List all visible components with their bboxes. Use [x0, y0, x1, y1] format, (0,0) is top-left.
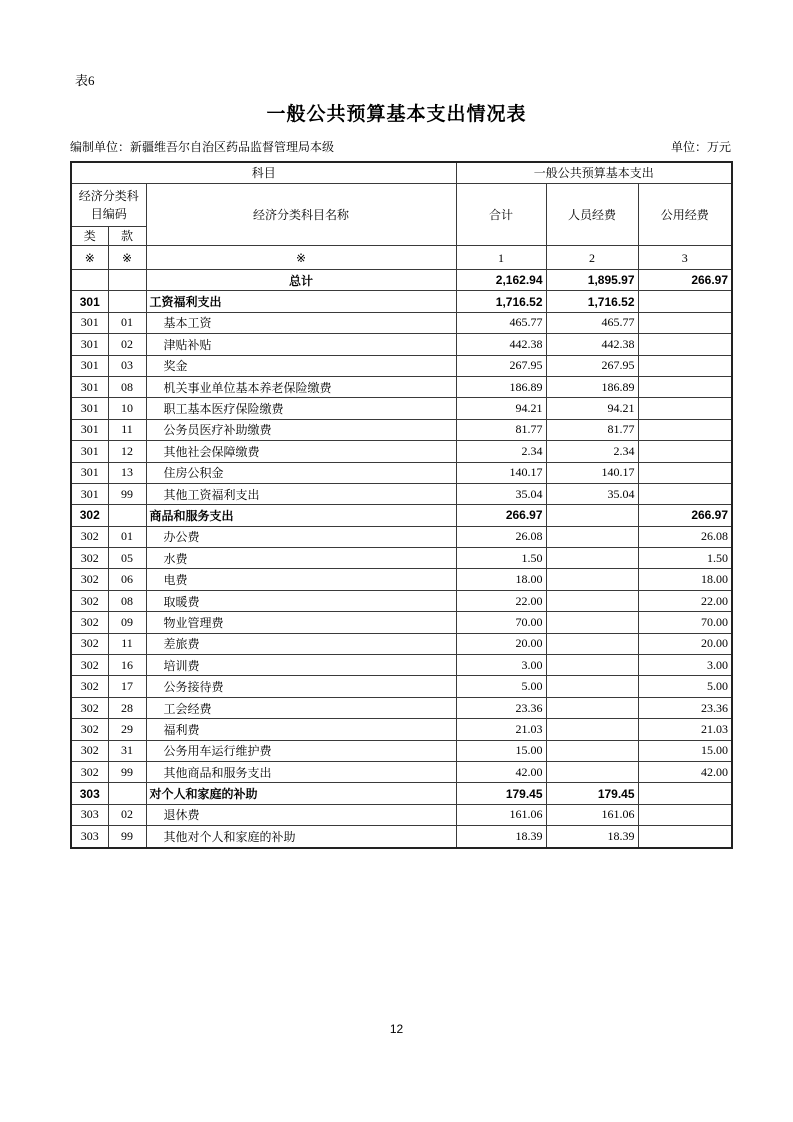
table-row	[71, 334, 732, 355]
cell-public	[638, 804, 732, 825]
page-title: 一般公共预算基本支出情况表	[266, 104, 527, 125]
cell-public	[638, 355, 732, 376]
cell-total: 18.39	[456, 826, 546, 848]
cell-class-code: 301	[71, 483, 108, 504]
cell-section-code	[108, 505, 146, 526]
prepared-by	[70, 138, 334, 155]
cell-section-code: 01	[108, 312, 146, 333]
table-label: 表6	[75, 73, 95, 88]
cell-subject-name: 其他对个人和家庭的补助	[146, 826, 456, 848]
cell-subject-name: 其他工资福利支出	[146, 483, 456, 504]
cell-public: 23.36	[638, 697, 732, 718]
cell-total: 22.00	[456, 590, 546, 611]
cell-personnel	[546, 676, 638, 697]
cell-personnel: 1,895.97	[546, 270, 638, 291]
cell-personnel	[546, 590, 638, 611]
cell-section-code: 99	[108, 483, 146, 504]
cell-total: 35.04	[456, 483, 546, 504]
cell-subject-name: 职工基本医疗保险缴费	[146, 398, 456, 419]
cell-personnel: 161.06	[546, 804, 638, 825]
cell-section-code: 02	[108, 334, 146, 355]
cell-total: 42.00	[456, 761, 546, 782]
table-row	[71, 355, 732, 376]
cell-subject-name: 基本工资	[146, 312, 456, 333]
cell-section-code: 12	[108, 441, 146, 462]
cell-section-code: 99	[108, 826, 146, 848]
cell-personnel: 35.04	[546, 483, 638, 504]
cell-public: 1.50	[638, 548, 732, 569]
cell-public: 70.00	[638, 612, 732, 633]
cell-total: 81.77	[456, 419, 546, 440]
placeholder-mark: ※	[146, 246, 456, 270]
cell-subject-name: 对个人和家庭的补助	[146, 783, 456, 804]
cell-total: 1.50	[456, 548, 546, 569]
table-row	[71, 655, 732, 676]
table-row	[71, 783, 732, 804]
table-row	[71, 569, 732, 590]
cell-subject-name: 机关事业单位基本养老保险缴费	[146, 376, 456, 397]
prepared-by-label: 编制单位：	[70, 140, 131, 154]
cell-class-code: 302	[71, 590, 108, 611]
cell-public: 5.00	[638, 676, 732, 697]
column-number: 1	[456, 246, 546, 270]
cell-personnel: 18.39	[546, 826, 638, 848]
header-econ-name: 经济分类科目名称	[146, 184, 456, 246]
cell-personnel	[546, 612, 638, 633]
cell-class-code	[71, 270, 108, 291]
table-row	[71, 526, 732, 547]
cell-personnel	[546, 719, 638, 740]
cell-section-code: 99	[108, 761, 146, 782]
cell-public: 15.00	[638, 740, 732, 761]
cell-public: 21.03	[638, 719, 732, 740]
cell-subject-name: 物业管理费	[146, 612, 456, 633]
cell-subject-name: 其他商品和服务支出	[146, 761, 456, 782]
table-row	[71, 398, 732, 419]
cell-total: 140.17	[456, 462, 546, 483]
cell-class-code: 301	[71, 376, 108, 397]
cell-section-code: 28	[108, 697, 146, 718]
cell-subject-name: 总计	[146, 270, 456, 291]
header-econ-code: 经济分类科目编码	[71, 184, 146, 227]
cell-personnel: 186.89	[546, 376, 638, 397]
cell-class-code: 302	[71, 612, 108, 633]
cell-section-code: 05	[108, 548, 146, 569]
table-row	[71, 676, 732, 697]
cell-public	[638, 334, 732, 355]
cell-subject-name: 其他社会保障缴费	[146, 441, 456, 462]
cell-public	[638, 376, 732, 397]
cell-public	[638, 291, 732, 312]
cell-section-code: 10	[108, 398, 146, 419]
cell-personnel	[546, 697, 638, 718]
cell-total: 465.77	[456, 312, 546, 333]
cell-subject-name: 公务员医疗补助缴费	[146, 419, 456, 440]
header-personnel: 人员经费	[546, 184, 638, 246]
table-row	[71, 291, 732, 312]
cell-public: 266.97	[638, 505, 732, 526]
cell-class-code: 301	[71, 312, 108, 333]
cell-personnel	[546, 655, 638, 676]
cell-class-code: 301	[71, 398, 108, 419]
cell-personnel	[546, 505, 638, 526]
cell-class-code: 302	[71, 505, 108, 526]
cell-class-code: 303	[71, 826, 108, 848]
page-number: 12	[389, 1022, 404, 1036]
cell-public: 22.00	[638, 590, 732, 611]
cell-personnel: 2.34	[546, 441, 638, 462]
table-row	[71, 740, 732, 761]
cell-section-code: 09	[108, 612, 146, 633]
cell-class-code: 302	[71, 676, 108, 697]
cell-total: 442.38	[456, 334, 546, 355]
budget-table	[70, 161, 733, 849]
cell-personnel: 465.77	[546, 312, 638, 333]
cell-public	[638, 398, 732, 419]
cell-section-code: 17	[108, 676, 146, 697]
cell-class-code: 302	[71, 526, 108, 547]
cell-total: 1,716.52	[456, 291, 546, 312]
cell-total: 267.95	[456, 355, 546, 376]
cell-public: 20.00	[638, 633, 732, 654]
table-row	[71, 483, 732, 504]
cell-personnel	[546, 633, 638, 654]
cell-class-code: 302	[71, 548, 108, 569]
cell-subject-name: 福利费	[146, 719, 456, 740]
header-section: 款	[108, 227, 146, 246]
cell-public	[638, 312, 732, 333]
cell-total: 70.00	[456, 612, 546, 633]
header-class: 类	[71, 227, 108, 246]
cell-total: 23.36	[456, 697, 546, 718]
header-row-groups	[71, 162, 732, 184]
cell-personnel	[546, 740, 638, 761]
cell-section-code: 11	[108, 633, 146, 654]
header-row-numbers	[71, 246, 732, 270]
cell-class-code: 301	[71, 462, 108, 483]
cell-subject-name: 津贴补贴	[146, 334, 456, 355]
cell-class-code: 302	[71, 719, 108, 740]
cell-class-code: 302	[71, 740, 108, 761]
cell-section-code: 08	[108, 590, 146, 611]
cell-section-code: 06	[108, 569, 146, 590]
cell-section-code: 31	[108, 740, 146, 761]
table-row	[71, 376, 732, 397]
cell-personnel: 94.21	[546, 398, 638, 419]
cell-section-code: 16	[108, 655, 146, 676]
cell-total: 3.00	[456, 655, 546, 676]
cell-personnel: 1,716.52	[546, 291, 638, 312]
cell-total: 266.97	[456, 505, 546, 526]
cell-total: 5.00	[456, 676, 546, 697]
cell-section-code: 13	[108, 462, 146, 483]
table-row	[71, 804, 732, 825]
cell-public: 3.00	[638, 655, 732, 676]
cell-personnel: 267.95	[546, 355, 638, 376]
cell-total: 94.21	[456, 398, 546, 419]
cell-subject-name: 公务用车运行维护费	[146, 740, 456, 761]
cell-subject-name: 电费	[146, 569, 456, 590]
cell-public: 26.08	[638, 526, 732, 547]
table-row	[71, 761, 732, 782]
header-public: 公用经费	[638, 184, 732, 246]
cell-class-code: 302	[71, 761, 108, 782]
cell-section-code	[108, 783, 146, 804]
placeholder-mark: ※	[108, 246, 146, 270]
cell-personnel	[546, 569, 638, 590]
meta-row	[70, 138, 731, 155]
cell-class-code: 302	[71, 633, 108, 654]
table-row	[71, 270, 732, 291]
cell-total: 20.00	[456, 633, 546, 654]
cell-personnel	[546, 526, 638, 547]
cell-public	[638, 483, 732, 504]
cell-personnel: 442.38	[546, 334, 638, 355]
column-number: 3	[638, 246, 732, 270]
cell-section-code: 11	[108, 419, 146, 440]
cell-class-code: 302	[71, 697, 108, 718]
table-row	[71, 697, 732, 718]
cell-class-code: 302	[71, 569, 108, 590]
cell-personnel	[546, 548, 638, 569]
table-row	[71, 548, 732, 569]
cell-total: 26.08	[456, 526, 546, 547]
cell-section-code: 29	[108, 719, 146, 740]
table-row	[71, 419, 732, 440]
cell-class-code: 301	[71, 334, 108, 355]
table-row	[71, 719, 732, 740]
table-row	[71, 462, 732, 483]
cell-subject-name: 退休费	[146, 804, 456, 825]
cell-section-code: 02	[108, 804, 146, 825]
cell-subject-name: 办公费	[146, 526, 456, 547]
cell-section-code: 08	[108, 376, 146, 397]
cell-subject-name: 公务接待费	[146, 676, 456, 697]
table-row	[71, 826, 732, 848]
unit-label: 单位：万元	[670, 140, 731, 154]
cell-class-code: 301	[71, 355, 108, 376]
cell-class-code: 301	[71, 291, 108, 312]
cell-subject-name: 差旅费	[146, 633, 456, 654]
cell-public	[638, 462, 732, 483]
cell-subject-name: 商品和服务支出	[146, 505, 456, 526]
header-total: 合计	[456, 184, 546, 246]
cell-total: 2.34	[456, 441, 546, 462]
cell-public	[638, 419, 732, 440]
cell-personnel: 81.77	[546, 419, 638, 440]
cell-public	[638, 826, 732, 848]
cell-section-code: 03	[108, 355, 146, 376]
table-row	[71, 633, 732, 654]
column-number: 2	[546, 246, 638, 270]
cell-personnel: 140.17	[546, 462, 638, 483]
cell-subject-name: 培训费	[146, 655, 456, 676]
header-subject: 科目	[71, 162, 456, 184]
cell-subject-name: 奖金	[146, 355, 456, 376]
cell-public: 42.00	[638, 761, 732, 782]
cell-total: 161.06	[456, 804, 546, 825]
cell-class-code: 301	[71, 419, 108, 440]
cell-subject-name: 工资福利支出	[146, 291, 456, 312]
cell-class-code: 303	[71, 783, 108, 804]
prepared-by-value: 新疆维吾尔自治区药品监督管理局本级	[130, 140, 335, 154]
cell-public	[638, 783, 732, 804]
header-budget-group: 一般公共预算基本支出	[456, 162, 732, 184]
cell-public	[638, 441, 732, 462]
cell-total: 2,162.94	[456, 270, 546, 291]
cell-total: 186.89	[456, 376, 546, 397]
table-row	[71, 312, 732, 333]
cell-section-code	[108, 291, 146, 312]
cell-total: 15.00	[456, 740, 546, 761]
cell-class-code: 302	[71, 655, 108, 676]
cell-personnel: 179.45	[546, 783, 638, 804]
table-row	[71, 590, 732, 611]
header-row-columns	[71, 184, 732, 227]
table-row	[71, 612, 732, 633]
cell-subject-name: 住房公积金	[146, 462, 456, 483]
cell-public: 18.00	[638, 569, 732, 590]
table-row	[71, 441, 732, 462]
cell-personnel	[546, 761, 638, 782]
cell-class-code: 303	[71, 804, 108, 825]
cell-subject-name: 水费	[146, 548, 456, 569]
cell-subject-name: 工会经费	[146, 697, 456, 718]
cell-section-code	[108, 270, 146, 291]
cell-public: 266.97	[638, 270, 732, 291]
cell-total: 179.45	[456, 783, 546, 804]
placeholder-mark: ※	[71, 246, 108, 270]
cell-total: 18.00	[456, 569, 546, 590]
cell-subject-name: 取暖费	[146, 590, 456, 611]
cell-total: 21.03	[456, 719, 546, 740]
cell-class-code: 301	[71, 441, 108, 462]
table-row	[71, 505, 732, 526]
cell-section-code: 01	[108, 526, 146, 547]
